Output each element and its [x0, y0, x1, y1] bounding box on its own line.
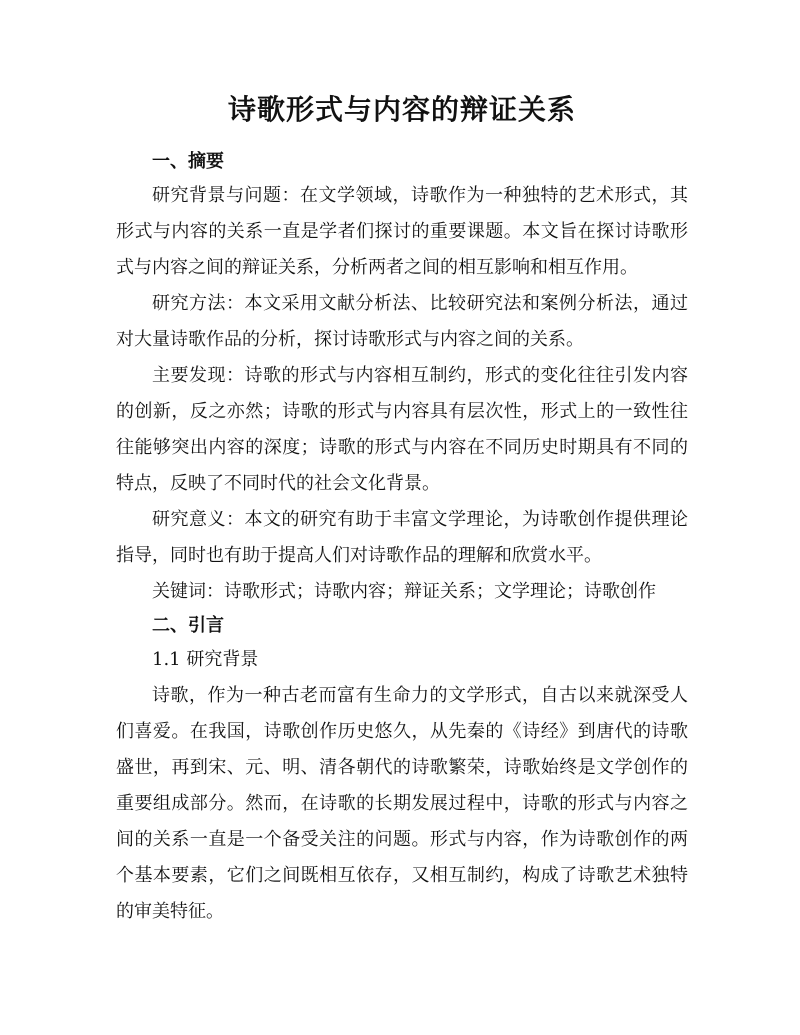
introduction-section	[116, 610, 688, 930]
abstract-heading: 一、摘要	[152, 151, 224, 172]
introduction-paragraph: 诗歌，作为一种古老而富有生命力的文学形式，自古以来就深受人们喜爱。在我国，诗歌创作历史悠久，从先秦的《诗经》到唐代的诗歌盛世，再到宋、元、明、清各朝代的诗歌繁荣，诗歌始终是文学创作的重要组成部分。然而，在诗歌的长期发展过程中，诗歌的形式与内容之间的关系一直是一个备受关注的问题。形式与内容，作为诗歌创作的两个基本要素，它们之间既相互依存，又相互制约，构成了诗歌艺术独特的审美特征。	[116, 685, 688, 922]
keywords-paragraph: 关键词：诗歌形式；诗歌内容；辩证关系；文学理论；诗歌创作	[152, 581, 656, 602]
abstract-findings-paragraph: 主要发现：诗歌的形式与内容相互制约，形式的变化往往引发内容的创新，反之亦然；诗歌的形式与内容具有层次性，形式上的一致性往往能够突出内容的深度；诗歌的形式与内容在不同历史时期具有不同的特点，反映了不同时代的社会文化背景。	[116, 365, 688, 494]
abstract-background-paragraph: 研究背景与问题：在文学领域，诗歌作为一种独特的艺术形式，其形式与内容的关系一直是学者们探讨的重要课题。本文旨在探讨诗歌形式与内容之间的辩证关系，分析两者之间的相互影响和相互作用。	[116, 185, 688, 278]
introduction-heading: 二、引言	[152, 615, 224, 636]
abstract-method-paragraph: 研究方法：本文采用文献分析法、比较研究法和案例分析法，通过对大量诗歌作品的分析，探讨诗歌形式与内容之间的关系。	[116, 293, 688, 350]
research-background-subheading: 1.1 研究背景	[152, 649, 259, 670]
document-page	[116, 86, 688, 930]
abstract-significance-paragraph: 研究意义：本文的研究有助于丰富文学理论，为诗歌创作提供理论指导，同时也有助于提高人们对诗歌作品的理解和欣赏水平。	[116, 509, 688, 566]
document-title: 诗歌形式与内容的辩证关系	[227, 93, 576, 126]
abstract-section	[116, 146, 688, 610]
